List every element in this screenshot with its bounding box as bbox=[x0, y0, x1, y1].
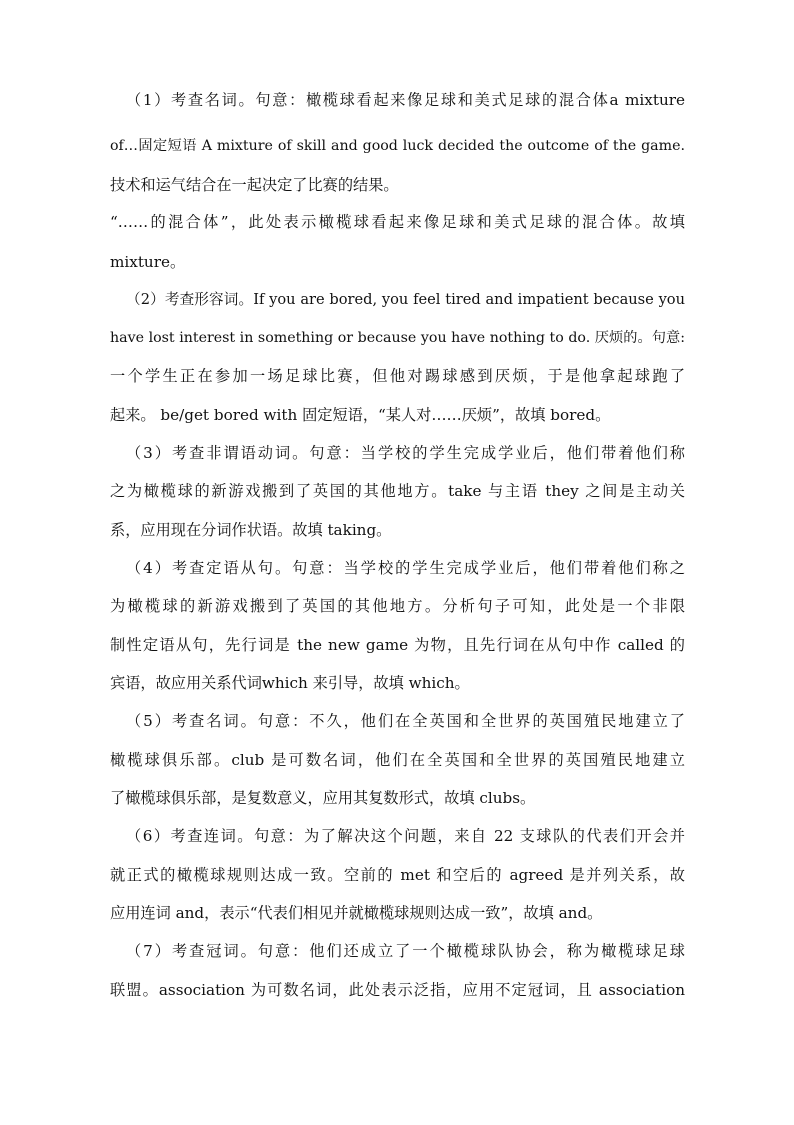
text-line: 宾语，故应用关系代词which 来引导，故填 which。 bbox=[110, 674, 470, 692]
text-line: （2）考查形容词。If you are bored, you feel tired and impatient because you bbox=[126, 291, 685, 308]
text-line: （3）考查非谓语动词。句意：当学校的学生完成学业后，他们带着他们称 bbox=[126, 444, 685, 462]
text-line: “……的混合体”，此处表示橄榄球看起来像足球和美式足球的混合体。故填 bbox=[110, 213, 685, 231]
text-line: 起来。 be/get bored with 固定短语，“某人对……厌烦”，故填 bored。 bbox=[110, 406, 611, 424]
text-line: 联盟。association 为可数名词，此处表示泛指，应用不定冠词，且 association bbox=[110, 981, 685, 999]
text-line: have lost interest in something or because you have nothing to do. 厌烦的。句意: bbox=[110, 330, 685, 346]
text-line: 系，应用现在分词作状语。故填 taking。 bbox=[110, 521, 392, 539]
text-line: （6）考查连词。句意：为了解决这个问题，来自 22 支球队的代表们开会并 bbox=[126, 827, 685, 845]
text-line: （1）考查名词。句意：橄榄球看起来像足球和美式足球的混合体a mixture bbox=[126, 91, 685, 109]
text-line: 一个学生正在参加一场足球比赛，但他对踢球感到厌烦，于是他拿起球跑了 bbox=[110, 367, 685, 385]
text-line: 之为橄榄球的新游戏搬到了英国的其他地方。take 与主语 they 之间是主动关 bbox=[110, 482, 685, 500]
text-line: mixture。 bbox=[110, 253, 186, 271]
text-line: 橄榄球俱乐部。club 是可数名词，他们在全英国和全世界的英国殖民地建立 bbox=[110, 751, 685, 769]
text-line: （4）考查定语从句。句意：当学校的学生完成学业后，他们带着他们称之 bbox=[126, 559, 685, 577]
text-line: 应用连词 and，表示“代表们相见并就橄榄球规则达成一致”，故填 and。 bbox=[110, 904, 603, 922]
text-line: of…固定短语 A mixture of skill and good luck decided the outcome of the game. bbox=[110, 138, 685, 154]
text-line: 了橄榄球俱乐部，是复数意义，应用其复数形式，故填 clubs。 bbox=[110, 789, 536, 807]
text-line: 制性定语从句，先行词是 the new game 为物，且先行词在从句中作 called 的 bbox=[110, 636, 685, 654]
text-line: 为橄榄球的新游戏搬到了英国的其他地方。分析句子可知，此处是一个非限 bbox=[110, 597, 685, 615]
text-line: 技术和运气结合在一起决定了比赛的结果。 bbox=[110, 176, 399, 194]
text-line: 就正式的橄榄球规则达成一致。空前的 met 和空后的 agreed 是并列关系，故 bbox=[110, 866, 685, 884]
text-line: （7）考查冠词。句意：他们还成立了一个橄榄球队协会，称为橄榄球足球 bbox=[126, 942, 685, 960]
text-line: （5）考查名词。句意：不久，他们在全英国和全世界的英国殖民地建立了 bbox=[126, 712, 685, 730]
